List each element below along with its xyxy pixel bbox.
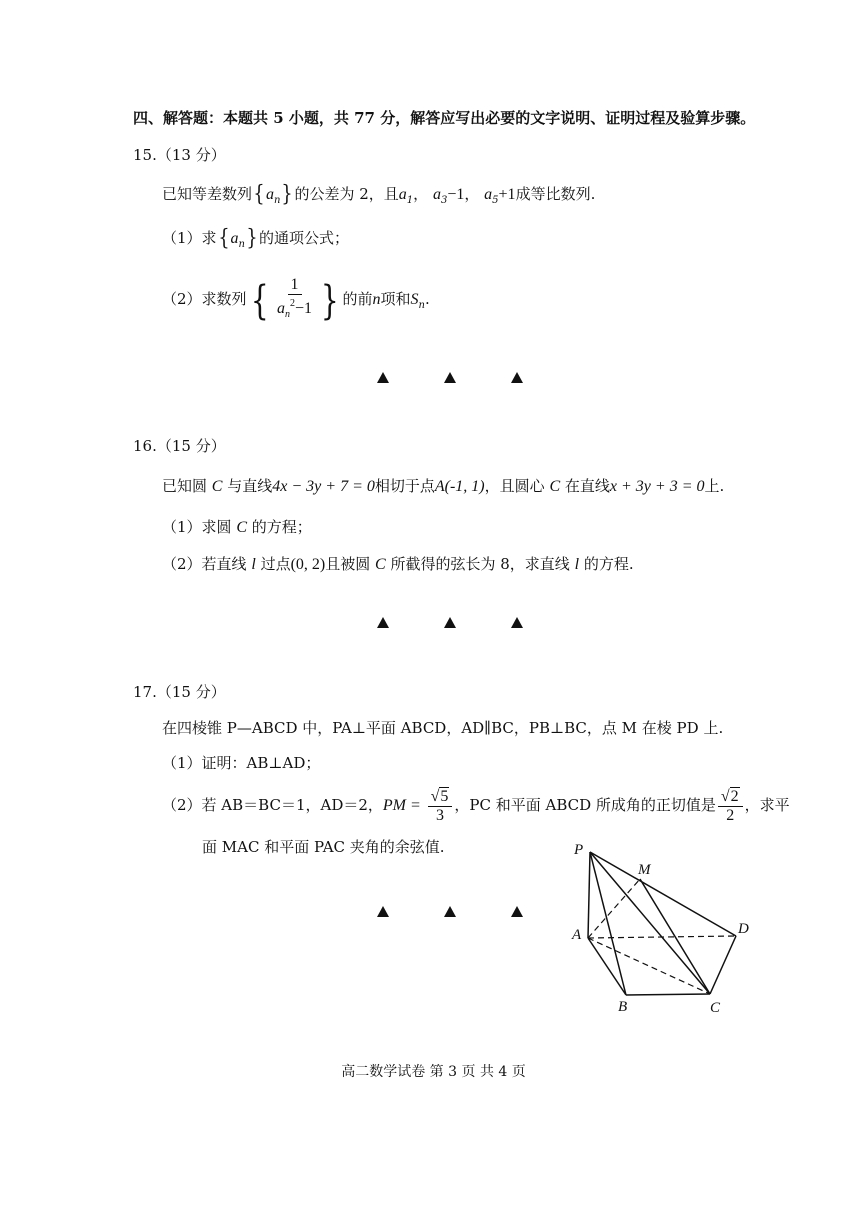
q15-stem: 已知等差数列$\{a_n\}$的公差为 2，且$a_1$， $a_3-1$， $a_5+1$成等比数列.: [162, 182, 596, 207]
label-A: A: [572, 927, 582, 943]
answer-triangle: [377, 617, 389, 628]
pyramid-figure: [560, 830, 760, 1020]
q16-part2: （2）若直线 l 过点(0, 2)且被圆 C 所截得的弦长为 8，求直线 l 的方程.: [162, 555, 634, 573]
q17-part2-line2: 面 MAC 和平面 PAC 夹角的余弦值.: [202, 838, 445, 856]
answer-triangle: [377, 372, 389, 383]
answer-triangle: [511, 617, 523, 628]
label-M: M: [638, 862, 651, 878]
label-B: B: [618, 999, 628, 1015]
edge-BC: [626, 994, 710, 995]
q15-part1: （1）求$\{a_n\}$的通项公式；: [162, 226, 350, 251]
edge-CD: [710, 936, 736, 994]
q15-part2: （2）求数列{ $\frac{1}{a_n^2-1}$ } 的前n项和$S_n$.: [162, 276, 430, 324]
sqrt-symbol: √5: [430, 787, 449, 805]
q17-stem: 在四棱锥 P—ABCD 中，PA⊥平面 ABCD，AD∥BC，PB⊥BC，点 M 在棱 PD 上.: [162, 719, 724, 737]
label-P: P: [574, 842, 584, 858]
q16-stem: 已知圆 C 与直线4x − 3y + 7 = 0相切于点A(-1, 1)，且圆心 C 在直线x + 3y + 3 = 0上.: [162, 477, 725, 495]
sqrt-symbol: √2: [720, 787, 739, 805]
answer-triangle: [511, 906, 523, 917]
answer-triangle: [444, 372, 456, 383]
edge-PA: [588, 852, 590, 938]
edge-PD: [590, 852, 736, 936]
q17-number: 17.（15 分）: [133, 683, 226, 701]
q17-part2: （2）若 AB＝BC＝1，AD＝2，PM = $\frac{√5}{3}$ ，PC 和平面 ABCD 所成角的正切值是 $\frac{√2}{2}$ ，求平: [162, 787, 790, 824]
page-footer: 高二数学试卷 第 3 页 共 4 页: [341, 1064, 526, 1080]
answer-triangle: [444, 906, 456, 917]
answer-triangle: [511, 372, 523, 383]
q17-part1: （1）证明：AB⊥AD；: [162, 754, 321, 772]
answer-triangle: [444, 617, 456, 628]
q15-fraction: $\frac{1}{a_n^2-1}$: [277, 276, 313, 320]
q16-number: 16.（15 分）: [133, 437, 226, 455]
label-D: D: [738, 921, 749, 937]
section-header: 四、解答题：本题共 5 小题，共 77 分，解答应写出必要的文字说明、证明过程及验算步骤。: [133, 109, 756, 127]
label-C: C: [710, 1000, 721, 1016]
answer-triangle: [377, 906, 389, 917]
q15-number: 15.（13 分）: [133, 146, 226, 164]
q16-part1: （1）求圆 C 的方程；: [162, 518, 312, 536]
edge-AM: [588, 879, 640, 938]
